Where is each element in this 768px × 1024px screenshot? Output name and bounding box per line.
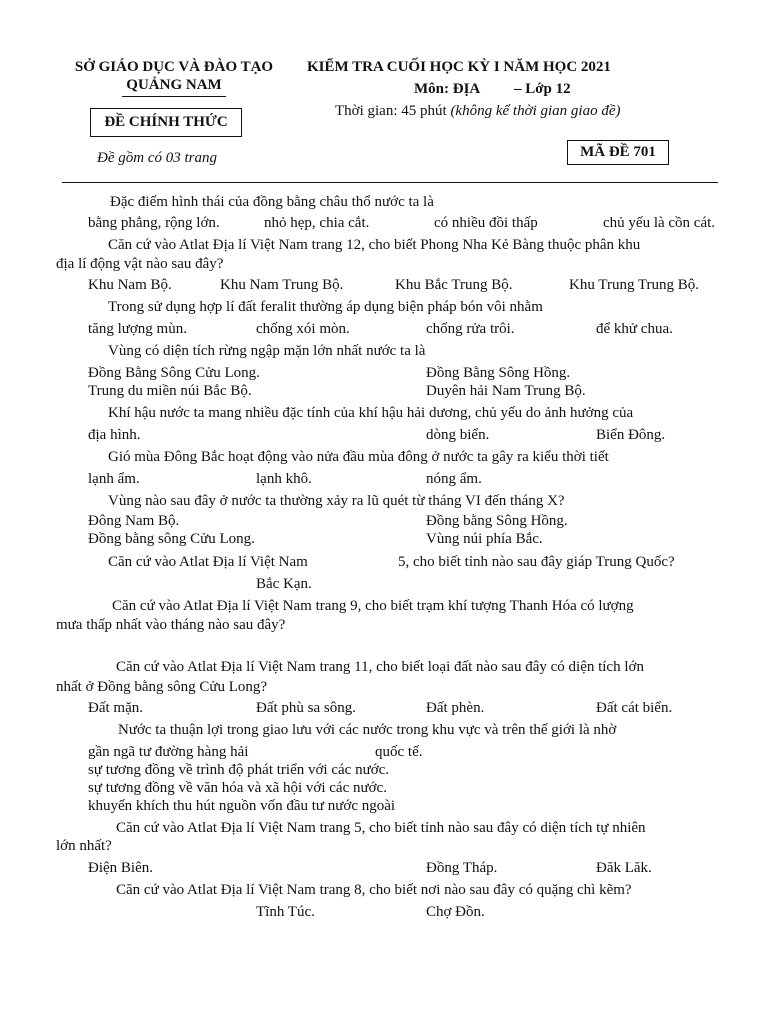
exam-title: KIỂM TRA CUỐI HỌC KỲ I NĂM HỌC 2021 <box>307 59 611 75</box>
answer-option-b[interactable]: Tĩnh Túc. <box>256 904 315 920</box>
answer-option-b[interactable]: chống xói mòn. <box>256 321 350 337</box>
answer-option-b[interactable]: Khu Nam Trung Bộ. <box>220 277 344 293</box>
answer-option-b[interactable]: sự tương đồng về trình độ phát triển với các nước. <box>88 762 390 778</box>
question-stem-continued: mưa thấp nhất vào tháng nào sau đây? <box>56 617 286 633</box>
answer-option-b[interactable]: lạnh khô. <box>256 471 312 487</box>
question-stem: Vùng có diện tích rừng ngập mặn lớn nhất nước ta là <box>108 343 426 359</box>
answer-option-c[interactable]: chống rửa trôi. <box>426 321 515 337</box>
answer-option-b[interactable]: Đồng bằng Sông Hồng. <box>426 513 568 529</box>
answer-option-a-continued[interactable]: quốc tế. <box>375 744 423 760</box>
answer-option-a[interactable]: bằng phẳng, rộng lớn. <box>88 215 220 231</box>
exam-code: MÃ ĐỀ 701 <box>580 144 656 160</box>
answer-option-c[interactable]: Đất phèn. <box>426 700 485 716</box>
pages-note: Đề gồm có 03 trang <box>97 150 217 166</box>
header-divider <box>62 182 718 183</box>
question-stem-continued: nhất ở Đồng bằng sông Cửu Long? <box>56 679 268 695</box>
question-stem: Căn cứ vào Atlat Địa lí Việt Nam trang 11, cho biết loại đất nào sau đây có diện tích lớn <box>116 659 644 675</box>
question-stem: Căn cứ vào Atlat Địa lí Việt Nam trang 8, cho biết nơi nào sau đây có quặng chì kẽm? <box>116 882 632 898</box>
question-stem: Nước ta thuận lợi trong giao lưu với các nước trong khu vực và trên thế giới là nhờ <box>118 722 617 738</box>
answer-option-c[interactable]: nóng ẩm. <box>426 471 482 487</box>
answer-option-b[interactable]: Đồng Bằng Sông Hồng. <box>426 365 571 381</box>
answer-option-d[interactable]: Duyên hải Nam Trung Bộ. <box>426 383 586 399</box>
question-stem: Căn cứ vào Atlat Địa lí Việt Nam <box>108 554 308 570</box>
question-stem: Trong sử dụng hợp lí đất feralit thường áp dụng biện pháp bón vôi nhằm <box>108 299 543 315</box>
answer-option-a[interactable]: Đồng Bằng Sông Cửu Long. <box>88 365 260 381</box>
answer-option-d[interactable]: Khu Trung Trung Bộ. <box>569 277 700 293</box>
subject-label: Môn: ĐỊA <box>414 81 481 97</box>
department-name: SỞ GIÁO DỤC VÀ ĐÀO TẠO <box>74 59 274 75</box>
header-underline <box>122 96 226 97</box>
question-stem: Vùng nào sau đây ở nước ta thường xảy ra lũ quét từ tháng VI đến tháng X? <box>108 493 565 509</box>
question-stem-continued: lớn nhất? <box>56 838 112 854</box>
exam-time <box>335 104 620 119</box>
answer-option-c[interactable]: sự tương đồng về văn hóa và xã hội với các nước. <box>88 780 387 796</box>
answer-option-c[interactable]: Chợ Đồn. <box>426 904 485 920</box>
official-exam-box <box>90 108 242 137</box>
answer-option-a[interactable]: tăng lượng mùn. <box>88 321 187 337</box>
answer-option-d[interactable]: Biển Đông. <box>596 427 666 443</box>
answer-option-a[interactable]: Điện Biên. <box>88 860 153 876</box>
answer-option-c[interactable]: Đồng Tháp. <box>426 860 498 876</box>
answer-option-b[interactable]: Đất phù sa sông. <box>256 700 356 716</box>
exam-code-box <box>567 140 669 165</box>
answer-option-d[interactable]: chủ yếu là cồn cát. <box>603 215 716 231</box>
answer-option-b[interactable]: Bắc Kạn. <box>256 576 312 592</box>
answer-option-a[interactable]: Đông Nam Bộ. <box>88 513 180 529</box>
answer-option-a[interactable]: lạnh ẩm. <box>88 471 140 487</box>
answer-option-c[interactable]: Đồng bằng sông Cửu Long. <box>88 531 255 547</box>
question-stem: Căn cứ vào Atlat Địa lí Việt Nam trang 12, cho biết Phong Nha Kẻ Bàng thuộc phân khu <box>108 237 641 253</box>
answer-option-c[interactable]: dòng biển. <box>426 427 490 443</box>
question-stem: Đặc điểm hình thái của đồng bằng châu thổ nước ta là <box>110 194 434 210</box>
answer-option-a[interactable]: Đất mặn. <box>88 700 143 716</box>
answer-option-d[interactable]: Đăk Lăk. <box>596 860 652 876</box>
answer-option-d[interactable]: Vùng núi phía Bắc. <box>426 531 543 547</box>
question-stem: Gió mùa Đông Bắc hoạt động vào nửa đầu mùa đông ở nước ta gây ra kiểu thời tiết <box>108 449 609 465</box>
question-stem: Căn cứ vào Atlat Địa lí Việt Nam trang 9, cho biết trạm khí tượng Thanh Hóa có lượng <box>112 598 634 614</box>
time-label: Thời gian: 45 phút <box>335 103 447 119</box>
answer-option-a[interactable]: Khu Nam Bộ. <box>88 277 172 293</box>
question-stem: Khí hậu nước ta mang nhiều đặc tính của khí hậu hải dương, chủ yếu do ảnh hưởng của <box>108 405 634 421</box>
answer-option-d[interactable]: khuyến khích thu hút nguồn vốn đầu tư nước ngoài <box>88 798 396 814</box>
province-name: QUẢNG NAM <box>126 77 222 93</box>
answer-option-d[interactable]: Đất cát biển. <box>596 700 673 716</box>
answer-option-a[interactable]: địa hình. <box>88 427 141 443</box>
answer-option-c[interactable]: Trung du miền núi Bắc Bộ. <box>88 383 252 399</box>
question-stem: Căn cứ vào Atlat Địa lí Việt Nam trang 5, cho biết tỉnh nào sau đây có diện tích tự nhiên <box>116 820 646 836</box>
answer-option-c[interactable]: Khu Bắc Trung Bộ. <box>395 277 513 293</box>
question-stem-continued: địa lí động vật nào sau đây? <box>56 256 224 272</box>
time-note: (không kể thời gian giao đề) <box>450 103 621 119</box>
answer-option-b[interactable]: nhỏ hẹp, chia cắt. <box>264 215 370 231</box>
answer-option-c[interactable]: có nhiều đồi thấp <box>434 215 538 231</box>
grade-label: – Lớp 12 <box>514 81 571 97</box>
question-stem-continued: 5, cho biết tỉnh nào sau đây giáp Trung Quốc? <box>398 554 675 570</box>
official-exam-label: ĐỀ CHÍNH THỨC <box>104 114 228 130</box>
answer-option-d[interactable]: để khử chua. <box>596 321 673 337</box>
answer-option-a[interactable]: gần ngã tư đường hàng hải <box>88 744 249 760</box>
